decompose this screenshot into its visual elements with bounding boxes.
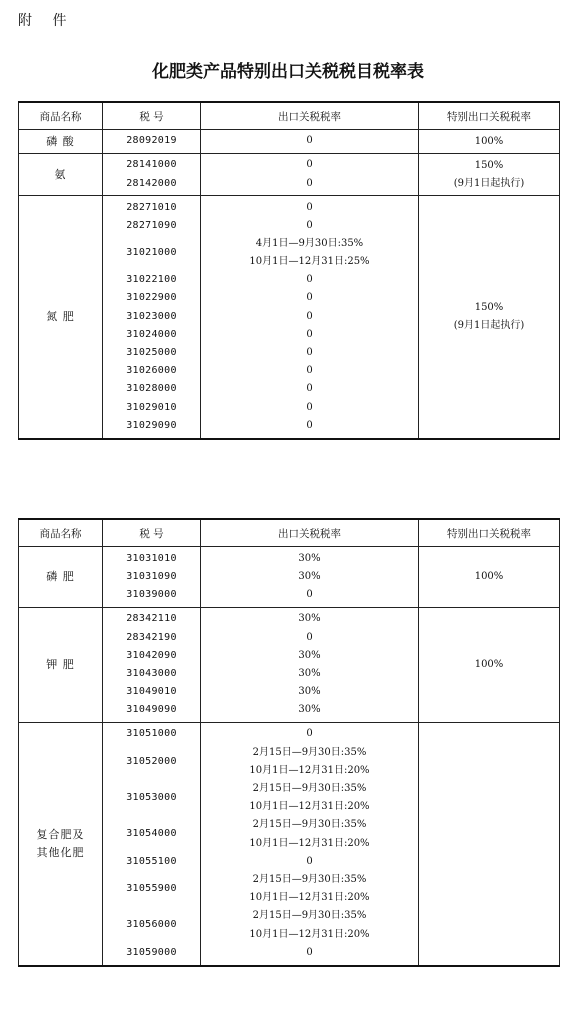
product-name-line: 钾 肥	[46, 658, 75, 671]
tariff-code: 31026000	[126, 365, 177, 377]
export-rate: 0	[306, 347, 313, 359]
product-name-line: 复合肥及	[36, 827, 85, 841]
export-rate: 30%	[298, 552, 321, 564]
tariff-codes	[103, 547, 201, 608]
export-rates	[201, 196, 419, 439]
tariff-code: 31028000	[126, 383, 177, 395]
tariff-code: 28342190	[126, 631, 177, 643]
tariff-table-1	[18, 101, 560, 440]
tariff-code: 31025000	[126, 347, 177, 359]
header-special: 特别出口关税税率	[419, 519, 560, 547]
special-rate	[419, 723, 560, 966]
export-rate: 4月1日—9月30日:35% 10月1日—12月31日:25%	[249, 237, 370, 268]
tariff-code: 31055900	[126, 883, 177, 895]
product-name	[19, 154, 103, 196]
export-rate: 0	[306, 383, 313, 395]
tariff-code: 31043000	[126, 668, 177, 679]
export-rate: 30%	[298, 686, 321, 698]
export-rate: 0	[306, 177, 313, 189]
tariff-codes	[103, 608, 201, 723]
export-rate: 0	[306, 201, 313, 213]
export-rate: 0	[306, 310, 313, 322]
tariff-code: 31052000	[126, 755, 177, 767]
tariff-code: 31022900	[126, 292, 177, 304]
export-rate: 0	[306, 946, 313, 958]
tariff-code: 31049090	[126, 704, 177, 716]
export-rate: 0	[306, 135, 313, 147]
tariff-code: 31059000	[126, 946, 177, 958]
product-name-line: 磷 酸	[46, 134, 75, 148]
table-row	[19, 196, 560, 439]
export-rates	[201, 608, 419, 723]
tariff-code: 28271010	[126, 201, 177, 213]
product-name-line: 磷 肥	[46, 570, 75, 583]
tariff-code: 31024000	[126, 328, 177, 340]
special-rate	[419, 130, 560, 154]
tariff-code: 31042090	[126, 649, 177, 661]
product-name	[19, 547, 103, 608]
special-rate-line: 150%	[474, 301, 504, 313]
export-rate: 0	[306, 219, 313, 231]
export-rate: 30%	[298, 570, 321, 582]
export-rate: 2月15日—9月30日:35% 10月1日—12月31日:20%	[249, 783, 370, 813]
tariff-code: 31021000	[126, 246, 177, 258]
export-rate: 0	[306, 365, 313, 377]
special-rate	[419, 196, 560, 439]
tariff-code: 28141000	[126, 159, 177, 171]
tariff-code: 31055100	[126, 855, 177, 867]
special-rate-line: 100%	[474, 571, 504, 582]
table-row	[19, 154, 560, 196]
export-rates	[201, 547, 419, 608]
tariff-code: 31023000	[126, 310, 177, 322]
tariff-codes	[103, 154, 201, 196]
export-rate: 0	[306, 274, 313, 286]
special-rate-line: (9月1日起执行)	[453, 319, 525, 331]
tariff-code: 31029090	[126, 419, 177, 431]
special-rate	[419, 154, 560, 196]
product-name-line: 氨	[54, 167, 67, 181]
tariff-codes	[103, 196, 201, 439]
table-row	[19, 608, 560, 723]
export-rate: 0	[306, 401, 313, 413]
export-rates	[201, 154, 419, 196]
table-row	[19, 130, 560, 154]
export-rates	[201, 130, 419, 154]
tariff-table-2	[18, 518, 560, 967]
header-code: 税 号	[103, 519, 201, 547]
export-rate: 0	[306, 419, 313, 431]
tariff-code: 28342110	[126, 613, 177, 625]
page-title: 化肥类产品特别出口关税税目税率表	[152, 62, 424, 82]
export-rate: 30%	[298, 668, 321, 679]
special-rate-line: 100%	[474, 659, 504, 670]
export-rate: 0	[306, 159, 313, 171]
export-rate: 30%	[298, 704, 321, 716]
header-name: 商品名称	[19, 102, 103, 130]
export-rate: 0	[306, 728, 313, 740]
header-name: 商品名称	[19, 519, 103, 547]
tariff-code: 31039000	[126, 589, 177, 601]
special-rate-line: 100%	[474, 135, 504, 147]
product-name	[19, 608, 103, 723]
product-name	[19, 130, 103, 154]
export-rate: 0	[306, 328, 313, 340]
header-code: 税 号	[103, 102, 201, 130]
tariff-code: 28142000	[126, 177, 177, 189]
tariff-code: 28271090	[126, 219, 177, 231]
header-rate: 出口关税税率	[201, 519, 419, 547]
tariff-code: 28092019	[126, 135, 177, 147]
header-special: 特别出口关税税率	[419, 102, 560, 130]
export-rate: 2月15日—9月30日:35% 10月1日—12月31日:20%	[249, 874, 370, 904]
table-row	[19, 723, 560, 966]
tariff-codes	[103, 130, 201, 154]
tariff-code: 31054000	[126, 828, 177, 840]
tariff-code: 31031010	[126, 552, 177, 564]
table-header-row	[19, 102, 560, 130]
export-rate: 2月15日—9月30日:35% 10月1日—12月31日:20%	[249, 819, 370, 849]
special-rate-line: (9月1日起执行)	[453, 177, 525, 189]
special-rate	[419, 547, 560, 608]
export-rates	[201, 723, 419, 966]
product-name	[19, 723, 103, 966]
tariff-code: 31049010	[126, 686, 177, 698]
export-rate: 0	[306, 292, 313, 304]
export-rate: 30%	[298, 613, 321, 625]
tariff-codes	[103, 723, 201, 966]
tariff-code: 31031090	[126, 570, 177, 582]
export-rate: 0	[306, 589, 313, 601]
product-name-line: 其他化肥	[36, 845, 85, 859]
product-name	[19, 196, 103, 439]
special-rate-line: 150%	[474, 159, 504, 171]
export-rate: 30%	[298, 649, 321, 661]
product-name-line: 氮 肥	[46, 309, 75, 323]
annex-label: 附 件	[18, 13, 75, 29]
export-rate: 2月15日—9月30日:35% 10月1日—12月31日:20%	[249, 910, 370, 940]
tariff-code: 31056000	[126, 919, 177, 931]
special-rate	[419, 608, 560, 723]
tariff-code: 31029010	[126, 401, 177, 413]
tariff-code: 31022100	[126, 274, 177, 286]
tariff-code: 31053000	[126, 792, 177, 804]
table-header-row	[19, 519, 560, 547]
tariff-code: 31051000	[126, 728, 177, 740]
export-rate: 2月15日—9月30日:35% 10月1日—12月31日:20%	[249, 746, 370, 776]
export-rate: 0	[306, 631, 313, 643]
header-rate: 出口关税税率	[201, 102, 419, 130]
table-row	[19, 547, 560, 608]
export-rate: 0	[306, 855, 313, 867]
